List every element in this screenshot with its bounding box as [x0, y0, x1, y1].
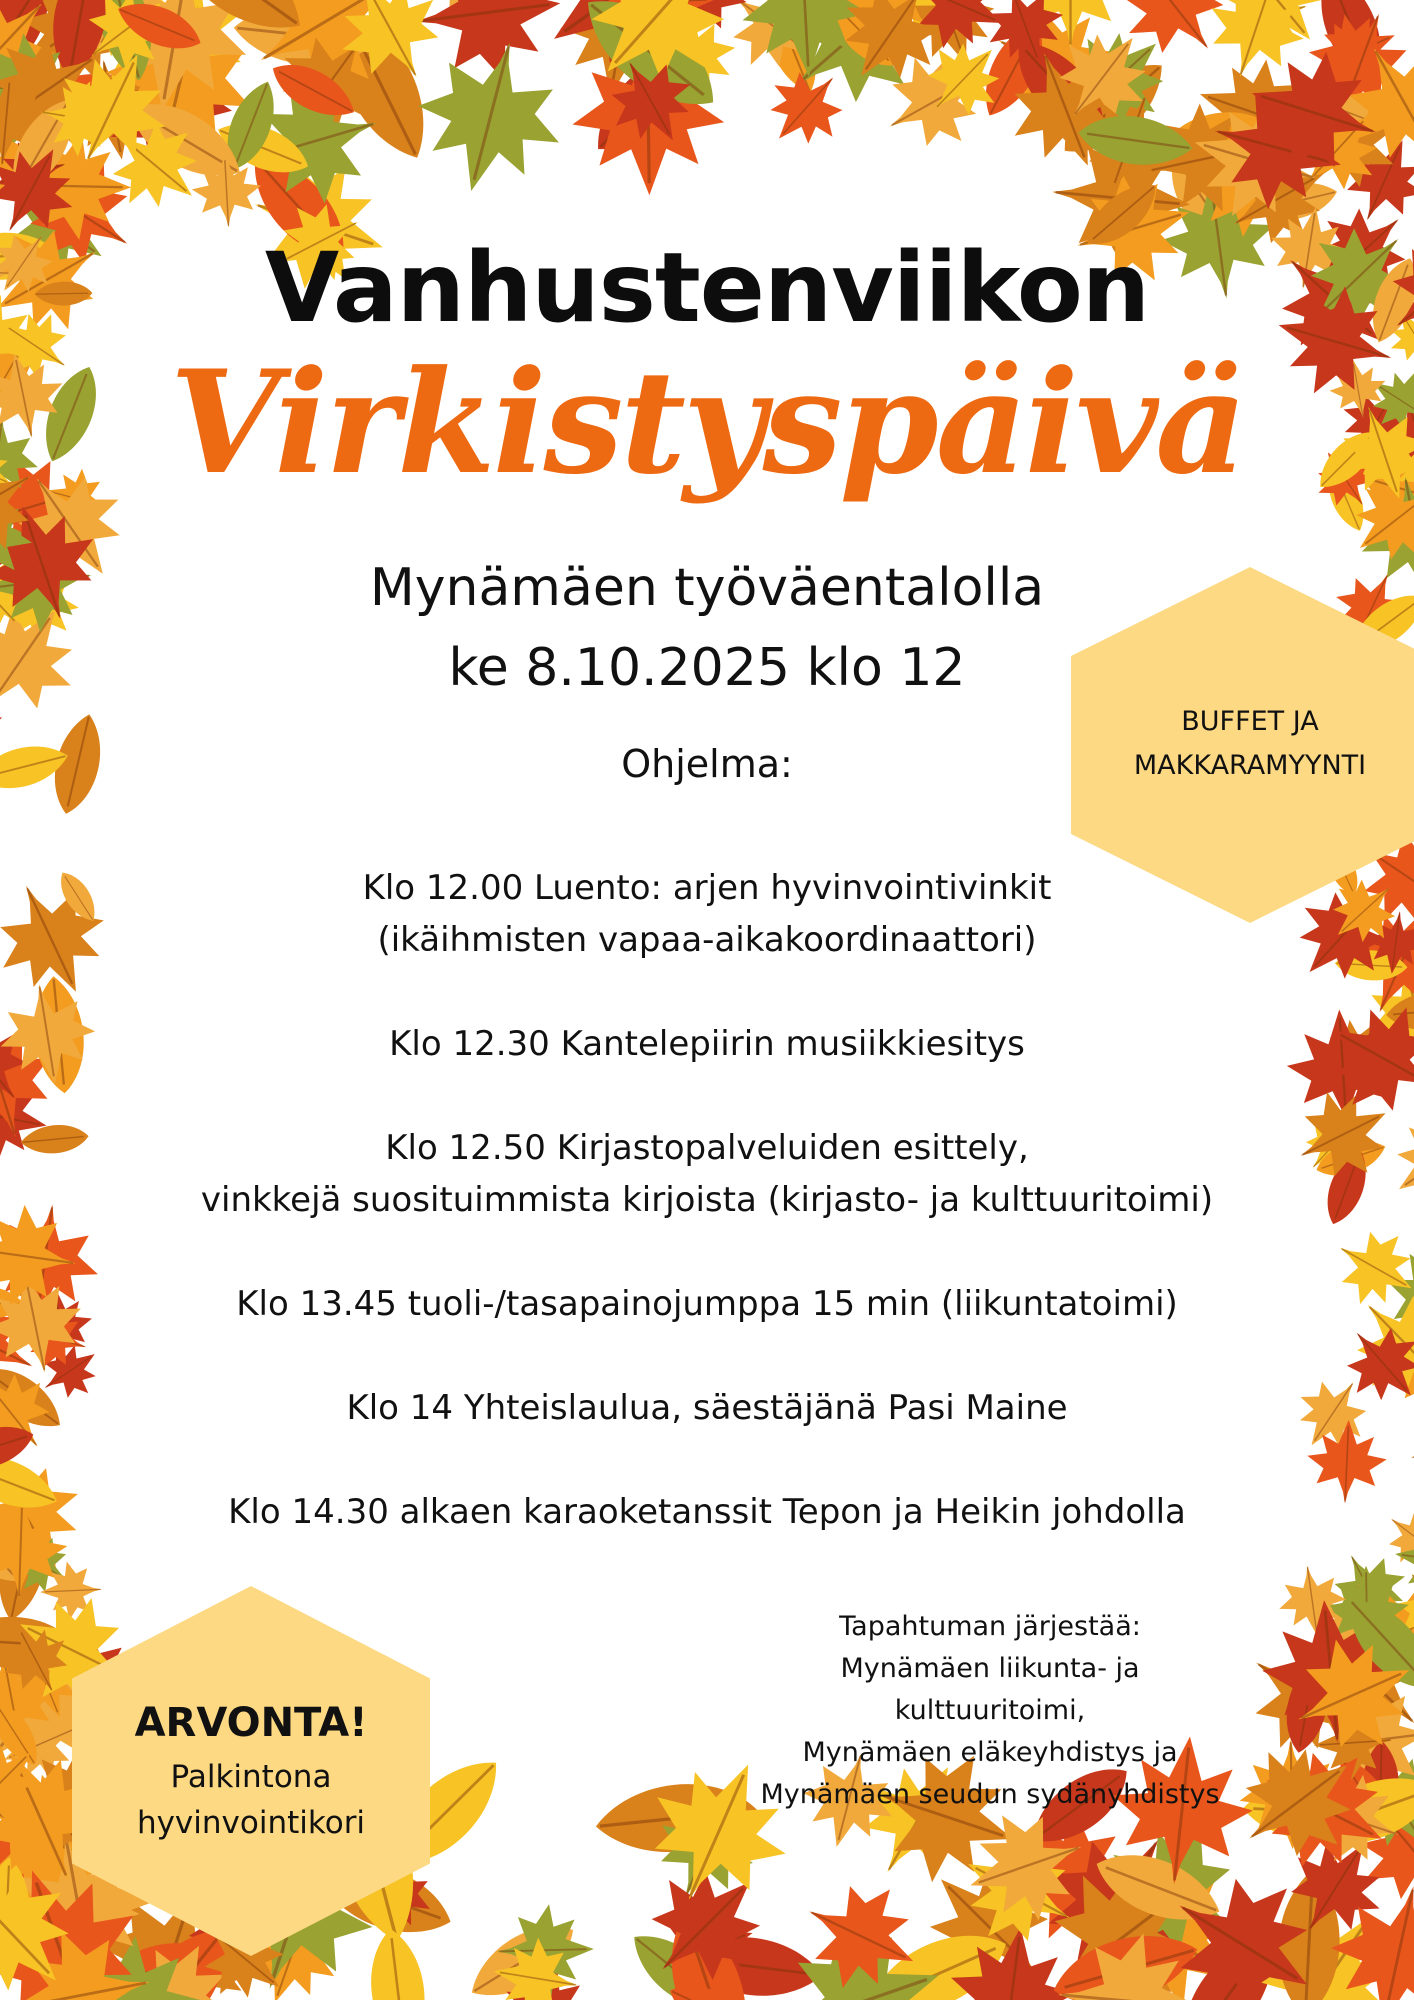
organizer-line: Mynämäen seudun sydänyhdistys	[760, 1779, 1220, 1810]
program-list	[201, 862, 1213, 1590]
date-line: ke 8.10.2025 klo 12	[448, 638, 966, 698]
buffet-badge-text	[1092, 700, 1408, 788]
lottery-badge-text	[74, 1692, 428, 1846]
leaf-icon	[364, 1926, 431, 2000]
program-item-line: Klo 12.50 Kirjastopalveluiden esittely,	[385, 1128, 1029, 1168]
program-item-line: Klo 14 Yhteislaulua, säestäjänä Pasi Maine	[346, 1388, 1068, 1428]
organizer-line: Mynämäen eläkeyhdistys ja	[802, 1737, 1178, 1768]
program-item	[201, 862, 1213, 966]
leaf-icon	[407, 0, 569, 90]
venue-and-date	[370, 548, 1044, 708]
program-heading: Ohjelma:	[621, 742, 793, 786]
organizer-line: Mynämäen liikunta- ja	[840, 1653, 1140, 1684]
buffet-line: BUFFET JA	[1181, 706, 1319, 737]
leaf-icon	[1400, 1411, 1414, 1483]
program-item	[201, 1018, 1213, 1070]
leaf-icon	[1321, 1214, 1414, 1323]
venue-line: Mynämäen työväentalolla	[369, 558, 1045, 618]
program-item	[201, 1122, 1213, 1226]
buffet-line: MAKKARAMYYNTI	[1133, 750, 1367, 781]
poster-script-title: Virkistyspäivä	[169, 340, 1245, 506]
organizer-line: Tapahtuman järjestää:	[839, 1611, 1141, 1642]
lottery-prize-line: hyvinvointikori	[136, 1805, 366, 1841]
organizer-line: kulttuuritoimi,	[894, 1695, 1086, 1726]
program-item	[201, 1278, 1213, 1330]
organizer-info	[740, 1606, 1240, 1816]
lottery-prize-line: Palkintona	[170, 1759, 332, 1795]
lottery-title: ARVONTA!	[134, 1700, 368, 1746]
program-item	[201, 1486, 1213, 1538]
leaf-icon	[33, 359, 109, 469]
program-item-line: Klo 12.30 Kantelepiirin musiikkiesitys	[389, 1024, 1025, 1064]
program-item	[201, 1382, 1213, 1434]
program-item-line: Klo 14.30 alkaen karaoketanssit Tepon ja Heikin johdolla	[228, 1492, 1186, 1532]
program-item-line: Klo 13.45 tuoli-/tasapainojumppa 15 min (liikuntatoimi)	[236, 1284, 1178, 1324]
program-item-line: vinkkejä suosituimmista kirjoista (kirjasto- ja kulttuuritoimi)	[200, 1180, 1214, 1220]
program-item-line: Klo 12.00 Luento: arjen hyvinvointivinkit	[362, 868, 1052, 908]
poster-title: Vanhustenviikon	[264, 232, 1150, 344]
program-item-line: (ikäihmisten vapaa-aikakoordinaattori)	[377, 920, 1037, 960]
